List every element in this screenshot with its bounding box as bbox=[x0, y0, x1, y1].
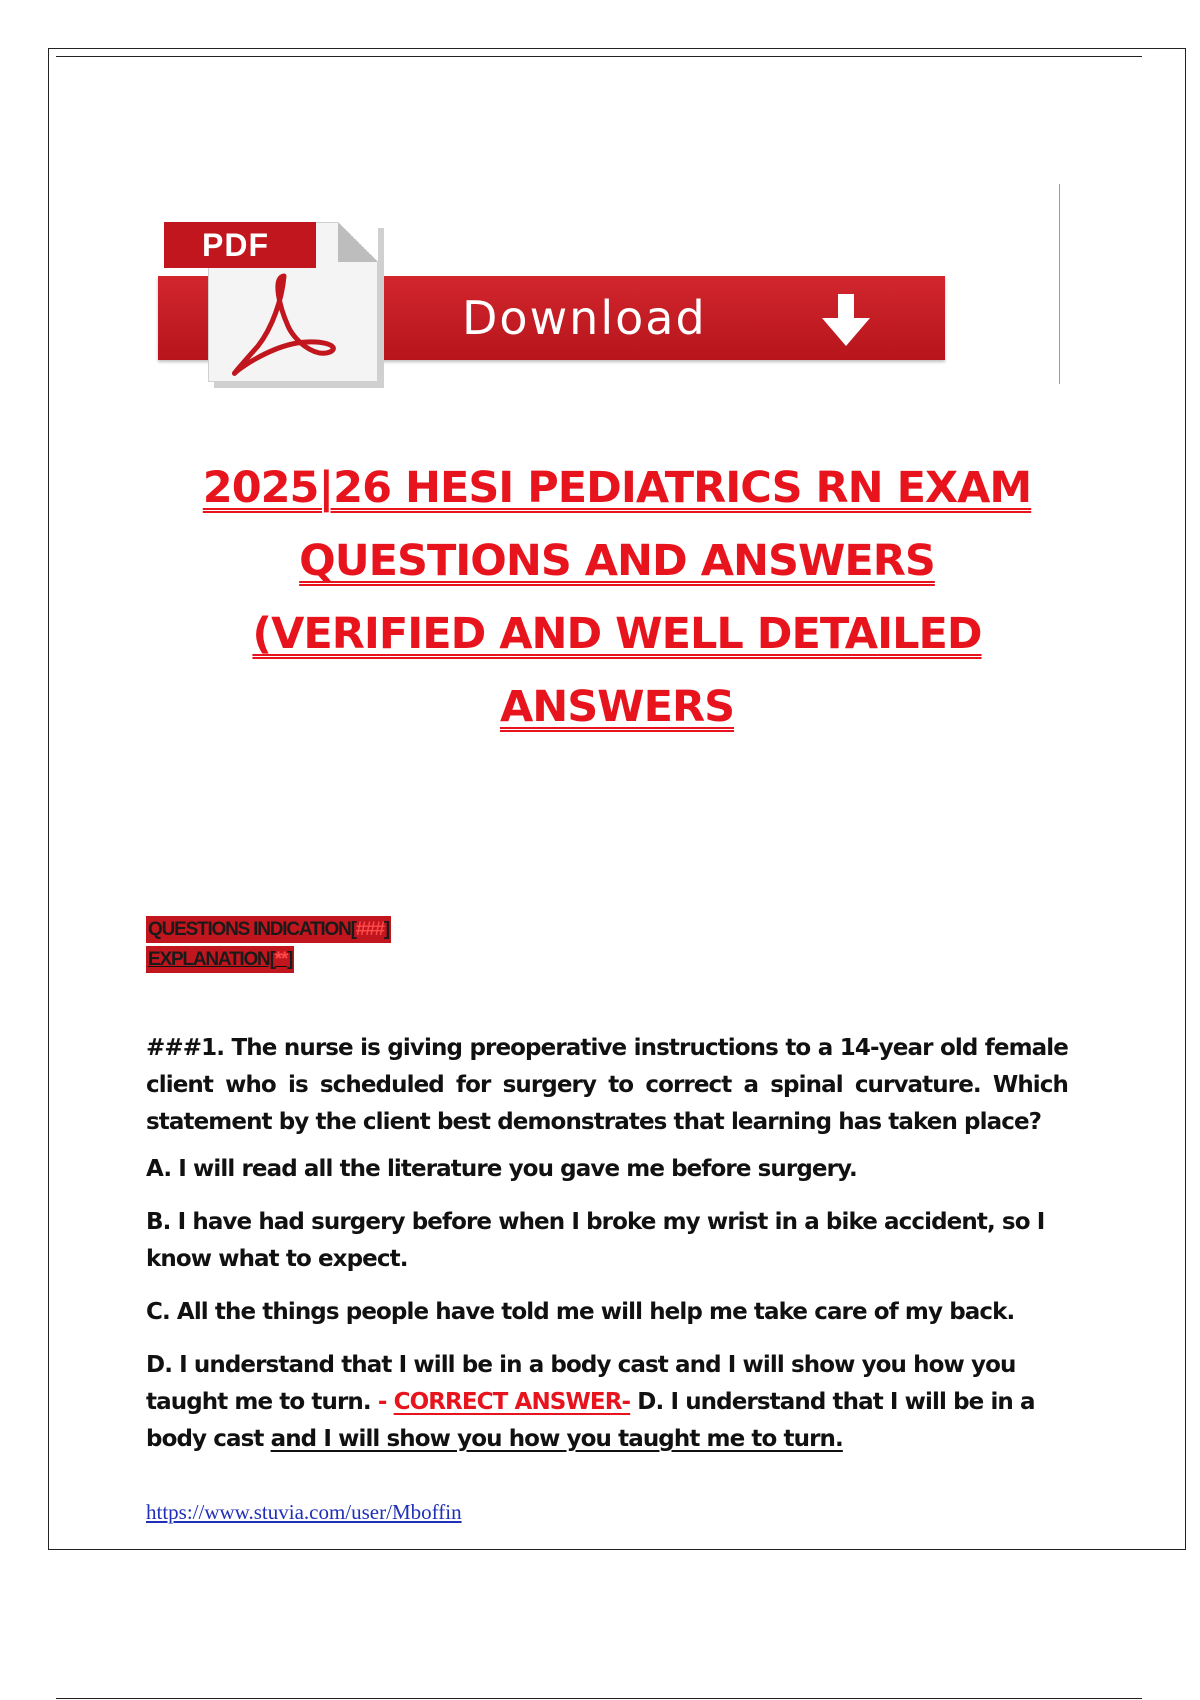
correct-answer-label: CORRECT ANSWER- bbox=[393, 1389, 631, 1415]
acrobat-logo-icon bbox=[222, 268, 342, 378]
title-line-4: ANSWERS bbox=[499, 682, 735, 732]
legend-questions: QUESTIONS INDICATION[###] bbox=[146, 916, 391, 943]
answer-text-underlined: and I will show you how you taught me to turn. bbox=[270, 1426, 843, 1452]
question-block bbox=[146, 1030, 1068, 1474]
legend-questions-row bbox=[146, 916, 391, 946]
download-label[interactable]: Download bbox=[462, 291, 707, 345]
download-arrow-icon[interactable] bbox=[818, 292, 874, 348]
legend-explanation: EXPLANATION[**] bbox=[146, 946, 294, 973]
legend bbox=[146, 916, 391, 976]
option-d-with-answer bbox=[146, 1347, 1068, 1458]
top-rule bbox=[56, 56, 1142, 57]
option-a: A. I will read all the literature you gave me before surgery. bbox=[146, 1156, 857, 1182]
source-link[interactable]: https://www.stuvia.com/user/Mboffin bbox=[146, 1500, 462, 1524]
title-line-2: QUESTIONS AND ANSWERS bbox=[299, 536, 935, 586]
option-b: B. I have had surgery before when I broke my wrist in a bike accident, so I know what to expect. bbox=[146, 1209, 1045, 1272]
title-line-1: 2025|26 HESI PEDIATRICS RN EXAM bbox=[202, 463, 1032, 513]
pdf-download-banner[interactable] bbox=[158, 216, 948, 386]
option-d: D. I understand that I will be in a body cast and I will show you how you taught me to turn. bbox=[146, 1352, 1016, 1415]
question-stem: ###1. The nurse is giving preoperative instructions to a 14-year old female client who is scheduled for surgery to correct a spinal curvature. Which statement by the client best demonstrates that learning has taken place? bbox=[146, 1035, 1068, 1135]
answer-dash: - bbox=[370, 1389, 394, 1415]
legend-explanation-row bbox=[146, 946, 391, 976]
pdf-badge: PDF bbox=[164, 222, 316, 268]
title-line-3: (VERIFIED AND WELL DETAILED bbox=[252, 609, 982, 659]
page-fold-icon bbox=[338, 222, 378, 262]
document-title bbox=[120, 452, 1114, 744]
option-c: C. All the things people have told me will help me take care of my back. bbox=[146, 1299, 1015, 1325]
side-rule bbox=[1059, 184, 1060, 384]
bottom-rule bbox=[56, 1698, 1142, 1699]
answer-text: D. I understand that I will be in a body cast bbox=[146, 1389, 1035, 1452]
